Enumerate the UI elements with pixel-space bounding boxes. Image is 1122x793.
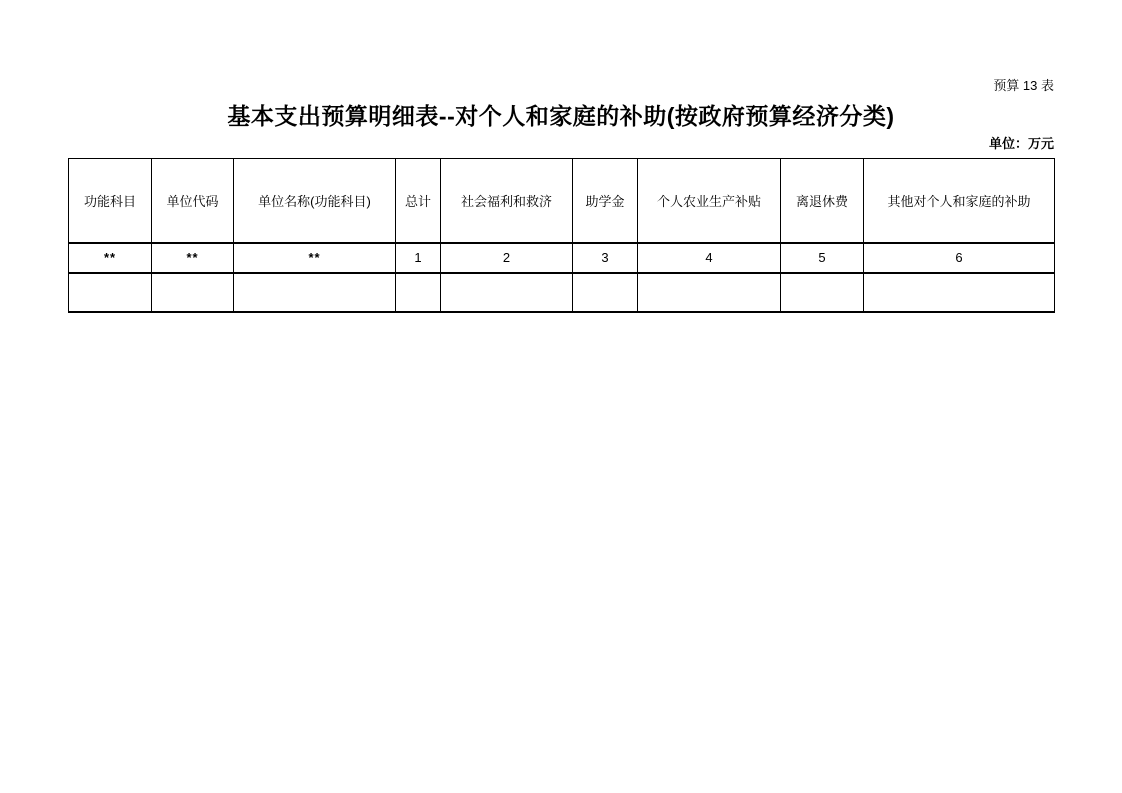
- code-cell-col-6: 6: [864, 243, 1055, 273]
- empty-cell: [152, 273, 234, 312]
- page-title: 基本支出预算明细表--对个人和家庭的补助(按政府预算经济分类): [227, 103, 895, 129]
- col-header-social-welfare: 社会福利和救济: [441, 159, 573, 243]
- empty-data-row: [69, 273, 1055, 312]
- col-header-total: 总计: [396, 159, 441, 243]
- code-cell-col-3: 3: [573, 243, 638, 273]
- column-index-row: [69, 243, 1055, 273]
- col-header-retirement-pay: 离退休费: [781, 159, 864, 243]
- empty-cell: [396, 273, 441, 312]
- code-cell-col-4: 4: [638, 243, 781, 273]
- code-cell-col-2: 2: [441, 243, 573, 273]
- col-header-student-grants: 助学金: [573, 159, 638, 243]
- empty-cell: [638, 273, 781, 312]
- empty-cell: [781, 273, 864, 312]
- table-header-row: [69, 159, 1055, 243]
- col-header-unit-name: 单位名称(功能科目): [234, 159, 396, 243]
- code-cell-col-5: 5: [781, 243, 864, 273]
- table-number-label: 预算 13 表: [993, 78, 1054, 93]
- empty-cell: [441, 273, 573, 312]
- code-cell-unit-name: **: [234, 243, 396, 273]
- code-cell-function-subject: **: [69, 243, 152, 273]
- code-cell-col-1: 1: [396, 243, 441, 273]
- empty-cell: [573, 273, 638, 312]
- code-cell-unit-code: **: [152, 243, 234, 273]
- unit-label: 单位：万元: [988, 136, 1054, 151]
- col-header-function-subject: 功能科目: [69, 159, 152, 243]
- col-header-unit-code: 单位代码: [152, 159, 234, 243]
- col-header-other-subsidy: 其他对个人和家庭的补助: [864, 159, 1055, 243]
- empty-cell: [234, 273, 396, 312]
- budget-table: [68, 158, 1055, 313]
- empty-cell: [864, 273, 1055, 312]
- col-header-agri-subsidy: 个人农业生产补贴: [638, 159, 781, 243]
- empty-cell: [69, 273, 152, 312]
